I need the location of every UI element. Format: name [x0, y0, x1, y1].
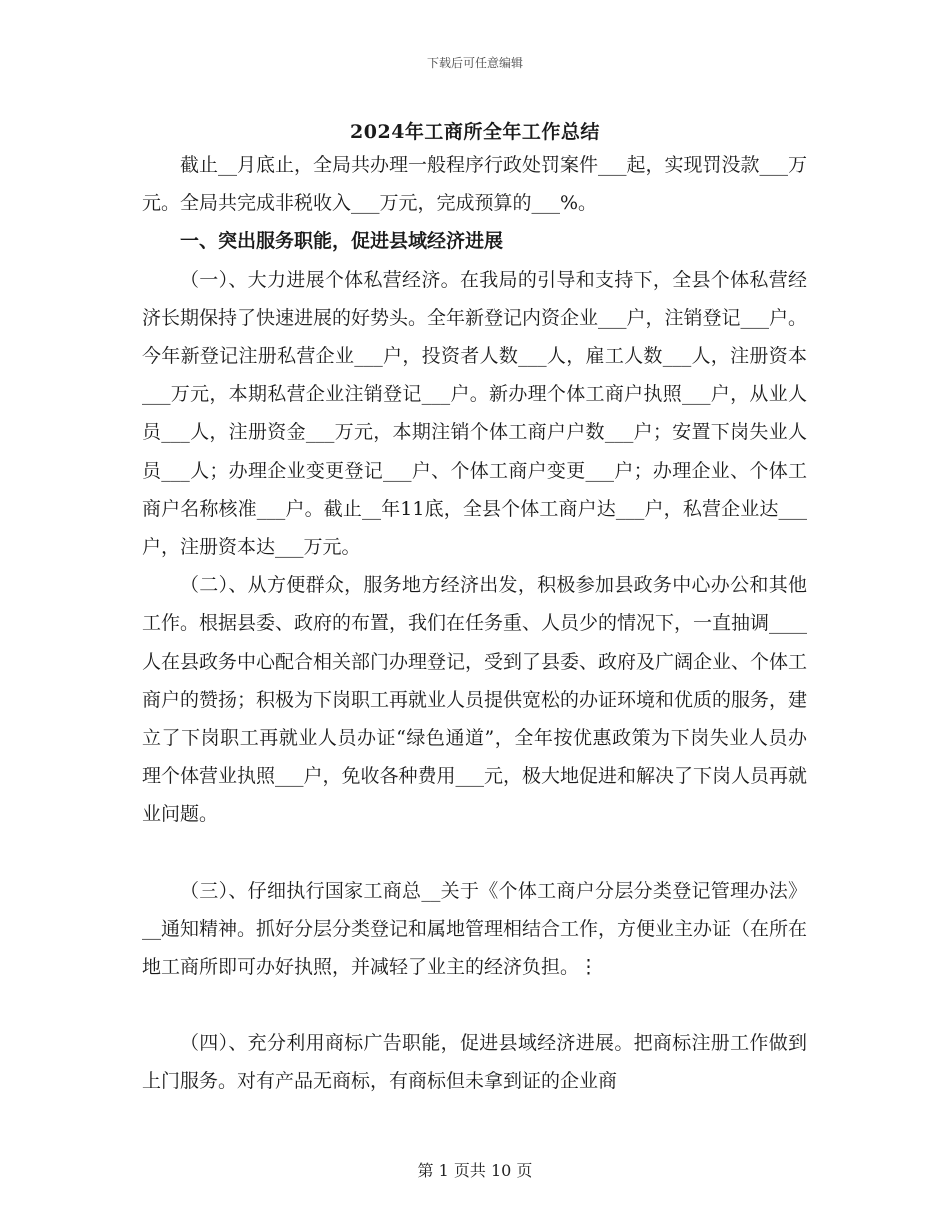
paragraph-1: （一）、大力进展个体私营经济。在我局的引导和支持下，全县个体私营经济长期保持了快速进展的好势头。全年新登记内资企业___户，注销登记___户。今年新登记注册私营企业___户，投资者人数___人，雇工人数___人，注册资本___万元，本期私营企业注销登记___户。新办理个体工商户执照___户，从业人员___人，注册资金___万元，本期注销个体工商户户数___户；安置下岗失业人员___人；办理企业变更登记___户、个体工商户变更___户；办理企业、个体工商户名称核准___户。截止__年11底，全县个体工商户达___户，私营企业达___户，注册资本达___万元。: [142, 268, 808, 559]
header-note: 下载后可任意编辑: [426, 56, 523, 70]
document-title: 2024年工商所全年工作总结: [350, 121, 600, 143]
paragraph-spacer: [142, 986, 807, 1024]
paragraph-4: （四）、充分利用商标广告职能，促进县域经济进展。把商标注册工作做到上门服务。对有产品无商标，有商标但未拿到证的企业商: [142, 1032, 807, 1093]
document-body: [142, 146, 807, 1101]
page-footer: 第 1 页共 10 页: [417, 1161, 533, 1180]
section-heading: 一、突出服务职能，促进县域经济进展: [180, 230, 504, 253]
paragraph-2: （二）、从方便群众，服务地方经济出发，积极参加县政务中心办公和其他工作。根据县委、政府的布置，我们在任务重、人员少的情况下，一直抽调____人在县政务中心配合相关部门办理登记，受到了县委、政府及广阔企业、个体工商户的赞扬；积极为下岗职工再就业人员提供宽松的办证环境和优质的服务，建立了下岗职工再就业人员办证“绿色通道”，全年按优惠政策为下岗失业人员办理个体营业执照___户，免收各种费用___元，极大地促进和解决了下岗人员再就业问题。: [142, 574, 808, 826]
intro-paragraph: 截止__月底止，全局共办理一般程序行政处罚案件___起，实现罚没款___万元。全局共完成非税收入___万元，完成预算的___%。: [142, 154, 808, 215]
paragraph-3: （三）、仔细执行国家工商总__关于《个体工商户分层分类登记管理办法》__通知精神。抓好分层分类登记和属地管理相结合工作，方便业主办证（在所在地工商所即可办好执照，并减轻了业主的经济负担。⋮: [142, 879, 808, 979]
paragraph-spacer: [142, 834, 807, 872]
